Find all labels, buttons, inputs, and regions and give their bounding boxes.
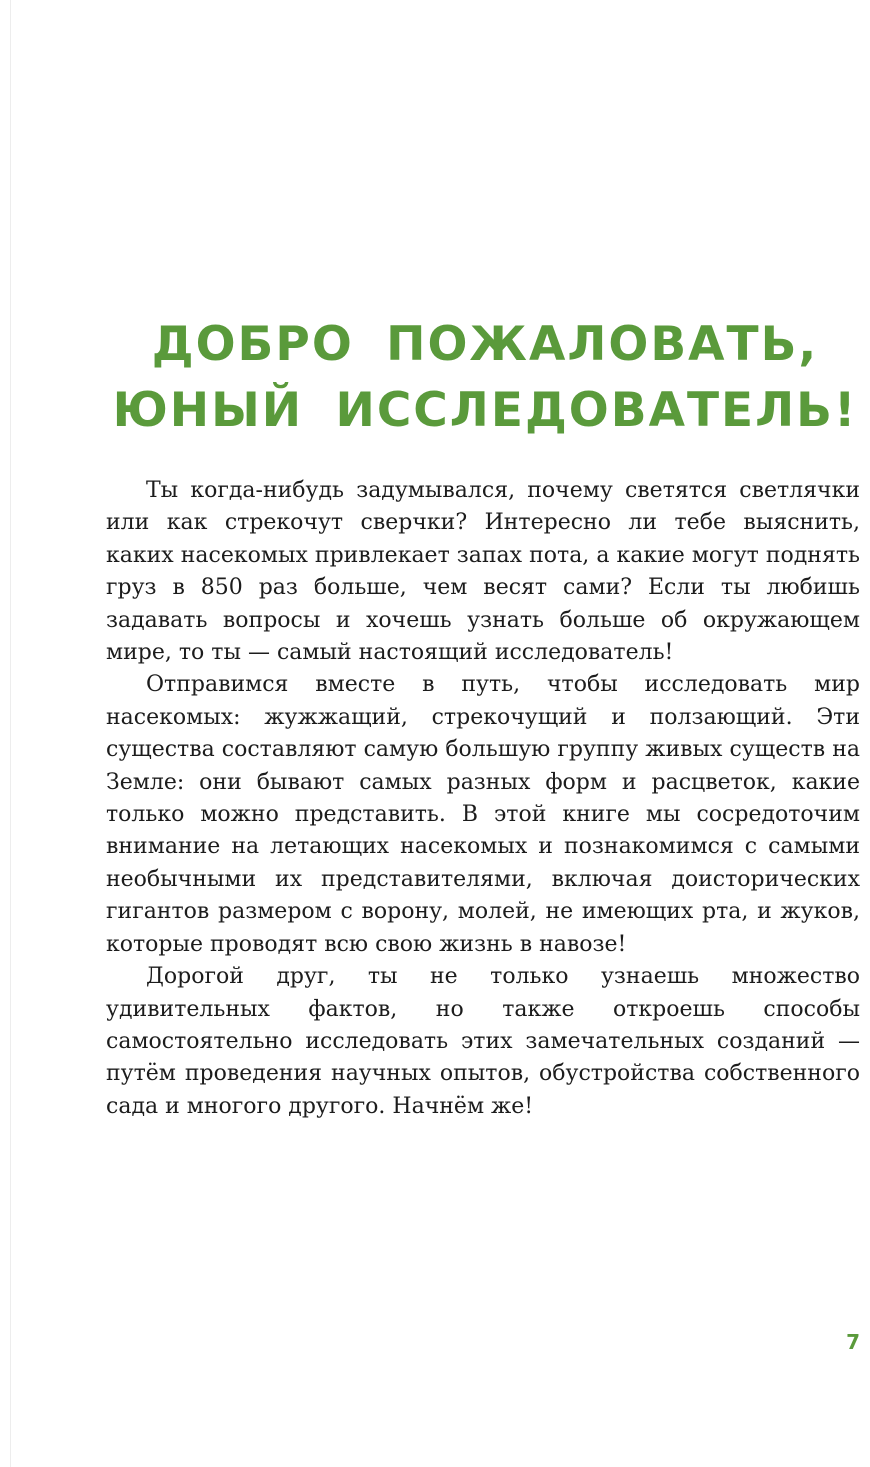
title-line-1: ДОБРО ПОЖАЛОВАТЬ,	[151, 317, 819, 372]
page-edge	[10, 0, 11, 1467]
page-title	[90, 312, 870, 444]
paragraph-insects: Отправимся вместе в путь, чтобы исследовать мир насекомых: жужжащий, стрекочущий и ползающий. Эти существа составляют самую большую группу живых существ на Земле: они бывают самых разных форм и расцветок, какие только можно представить. В этой книге мы сосредоточим внимание на летающих насекомых и познакомимся с самыми необычными их представителями, включая доисторических гигантов размером с ворону, молей, не имеющих рта, и жуков, которые проводят всю свою жизнь в навозе!	[106, 672, 860, 957]
page-number: 7	[846, 1330, 860, 1354]
paragraph-intro: Ты когда-нибудь задумывался, почему светятся светлячки или как стрекочут сверчки? Интересно ли тебе выяснить, каких насекомых привлекает запах пота, а какие могут поднять груз в 850 раз больше, чем весят сами? Если ты любишь задавать вопросы и хочешь узнать больше об окружающем мире, то ты — самый настоящий исследователь!	[106, 478, 860, 666]
paragraph-closing: Дорогой друг, ты не только узнаешь множество удивительных фактов, но также откроешь способы самостоятельно исследовать этих замечательных созданий — путём проведения научных опытов, обустройства собственного сада и многого другого. Начнём же!	[106, 964, 860, 1119]
body-text	[106, 475, 860, 1123]
title-line-2: ЮНЫЙ ИССЛЕДОВАТЕЛЬ!	[112, 383, 858, 438]
